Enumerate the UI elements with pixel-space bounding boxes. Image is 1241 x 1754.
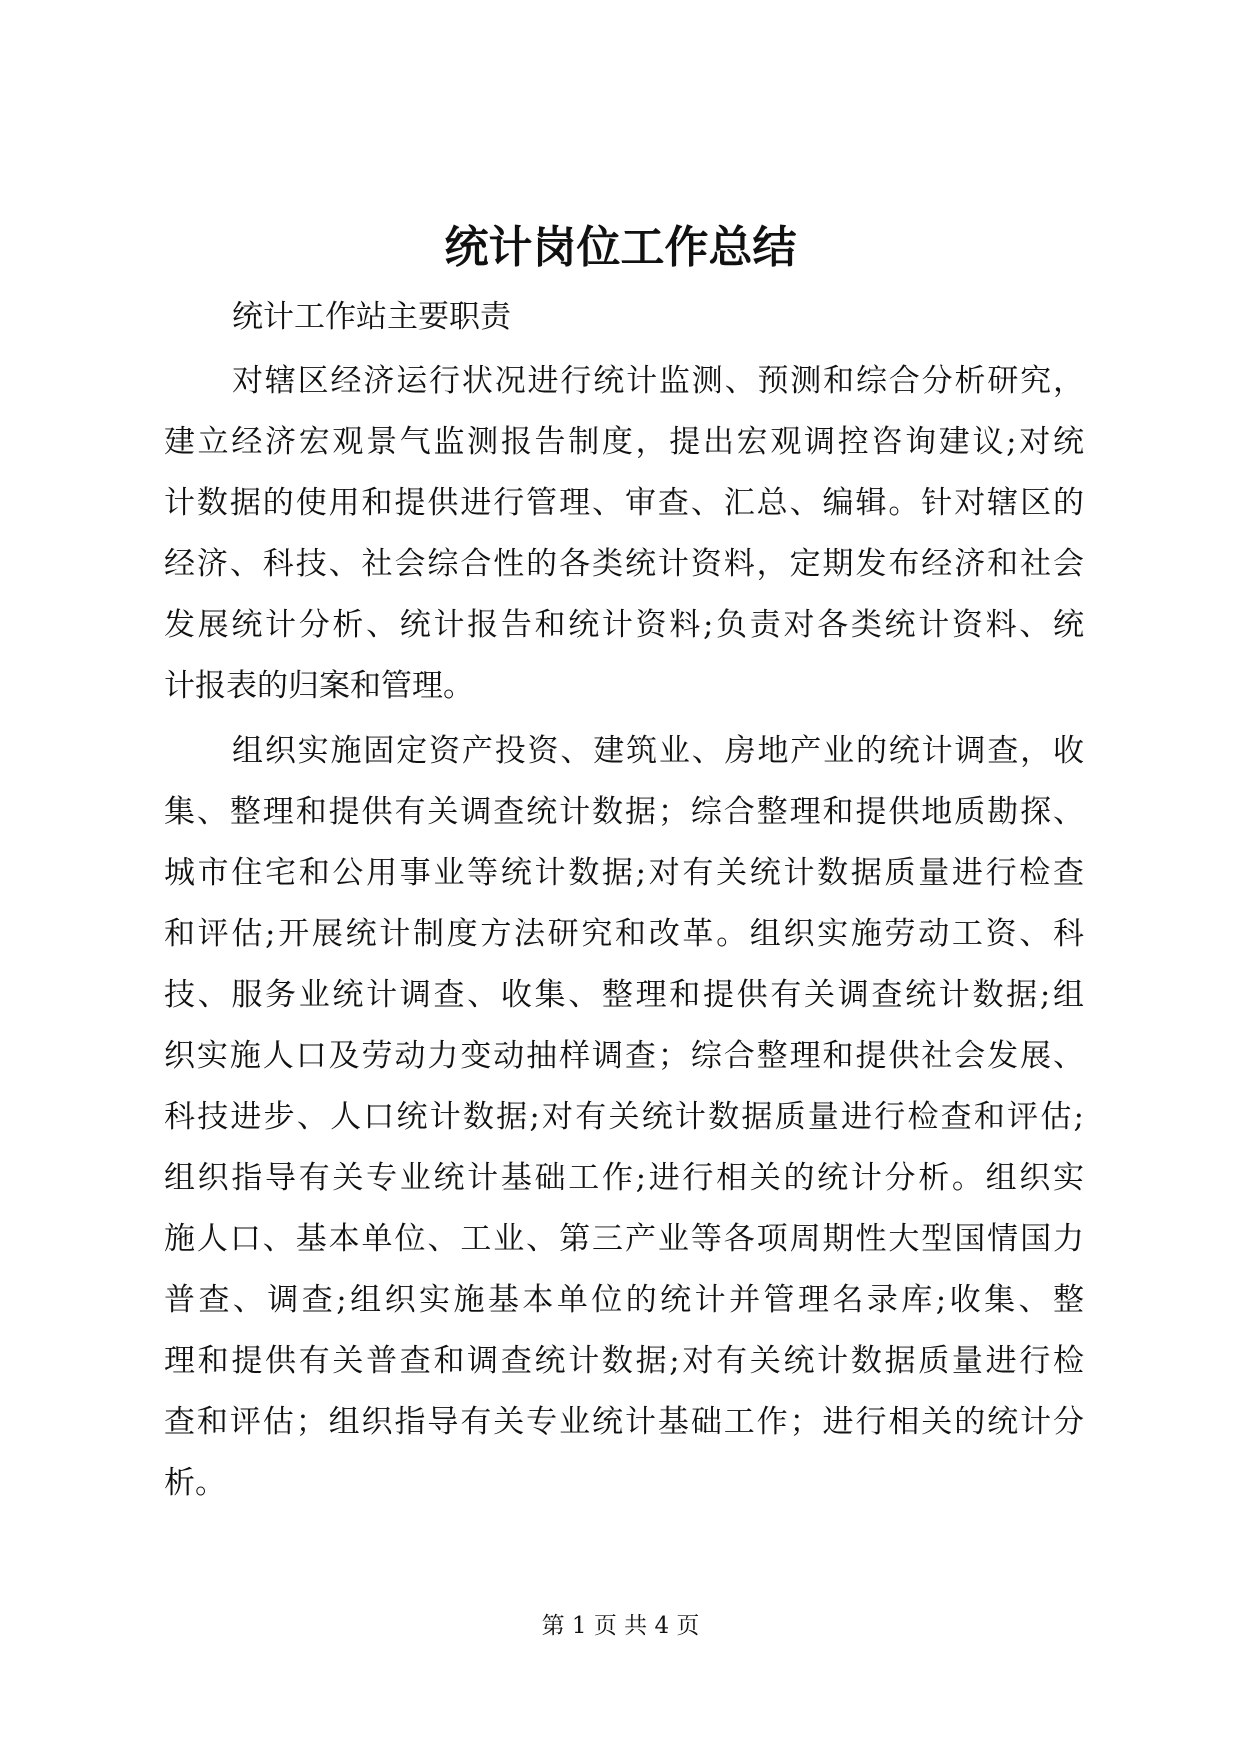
text-line: 经济、科技、社会综合性的各类统计资料，定期发布经济和社会 [164,546,1084,582]
text-line: 组织实施固定资产投资、建筑业、房地产业的统计调查，收 [232,733,1084,769]
text-line: 建立经济宏观景气监测报告制度，提出宏观调控咨询建议;对统 [164,424,1084,460]
text-line: 查和评估；组织指导有关专业统计基础工作；进行相关的统计分 [164,1404,1084,1440]
text-line: 对辖区经济运行状况进行统计监测、预测和综合分析研究， [232,363,1084,399]
text-line: 技、服务业统计调查、收集、整理和提供有关调查统计数据;组 [164,977,1084,1013]
section-subtitle: 统计工作站主要职责 [232,299,511,335]
text-line: 科技进步、人口统计数据;对有关统计数据质量进行检查和评估; [164,1099,1084,1135]
text-line: 发展统计分析、统计报告和统计资料;负责对各类统计资料、统 [164,607,1084,643]
paragraph-1 [164,351,1084,717]
text-line: 集、整理和提供有关调查统计数据；综合整理和提供地质勘探、 [164,794,1084,830]
text-line: 普查、调查;组织实施基本单位的统计并管理名录库;收集、整 [164,1282,1084,1318]
text-line: 组织指导有关专业统计基础工作;进行相关的统计分析。组织实 [164,1160,1084,1196]
text-line: 析。 [164,1465,226,1501]
text-line: 织实施人口及劳动力变动抽样调查；综合整理和提供社会发展、 [164,1038,1084,1074]
page-footer: 第 1 页 共 4 页 [541,1613,700,1639]
text-line: 理和提供有关普查和调查统计数据;对有关统计数据质量进行检 [164,1343,1084,1379]
text-line: 和评估;开展统计制度方法研究和改革。组织实施劳动工资、科 [164,916,1084,952]
text-line: 城市住宅和公用事业等统计数据;对有关统计数据质量进行检查 [164,855,1084,891]
paragraph-2 [164,721,1084,1514]
document-body [164,351,1084,1518]
document-title: 统计岗位工作总结 [444,222,797,273]
text-line: 计数据的使用和提供进行管理、审查、汇总、编辑。针对辖区的 [164,485,1084,521]
text-line: 施人口、基本单位、工业、第三产业等各项周期性大型国情国力 [164,1221,1084,1257]
text-line: 计报表的归案和管理。 [164,668,474,704]
